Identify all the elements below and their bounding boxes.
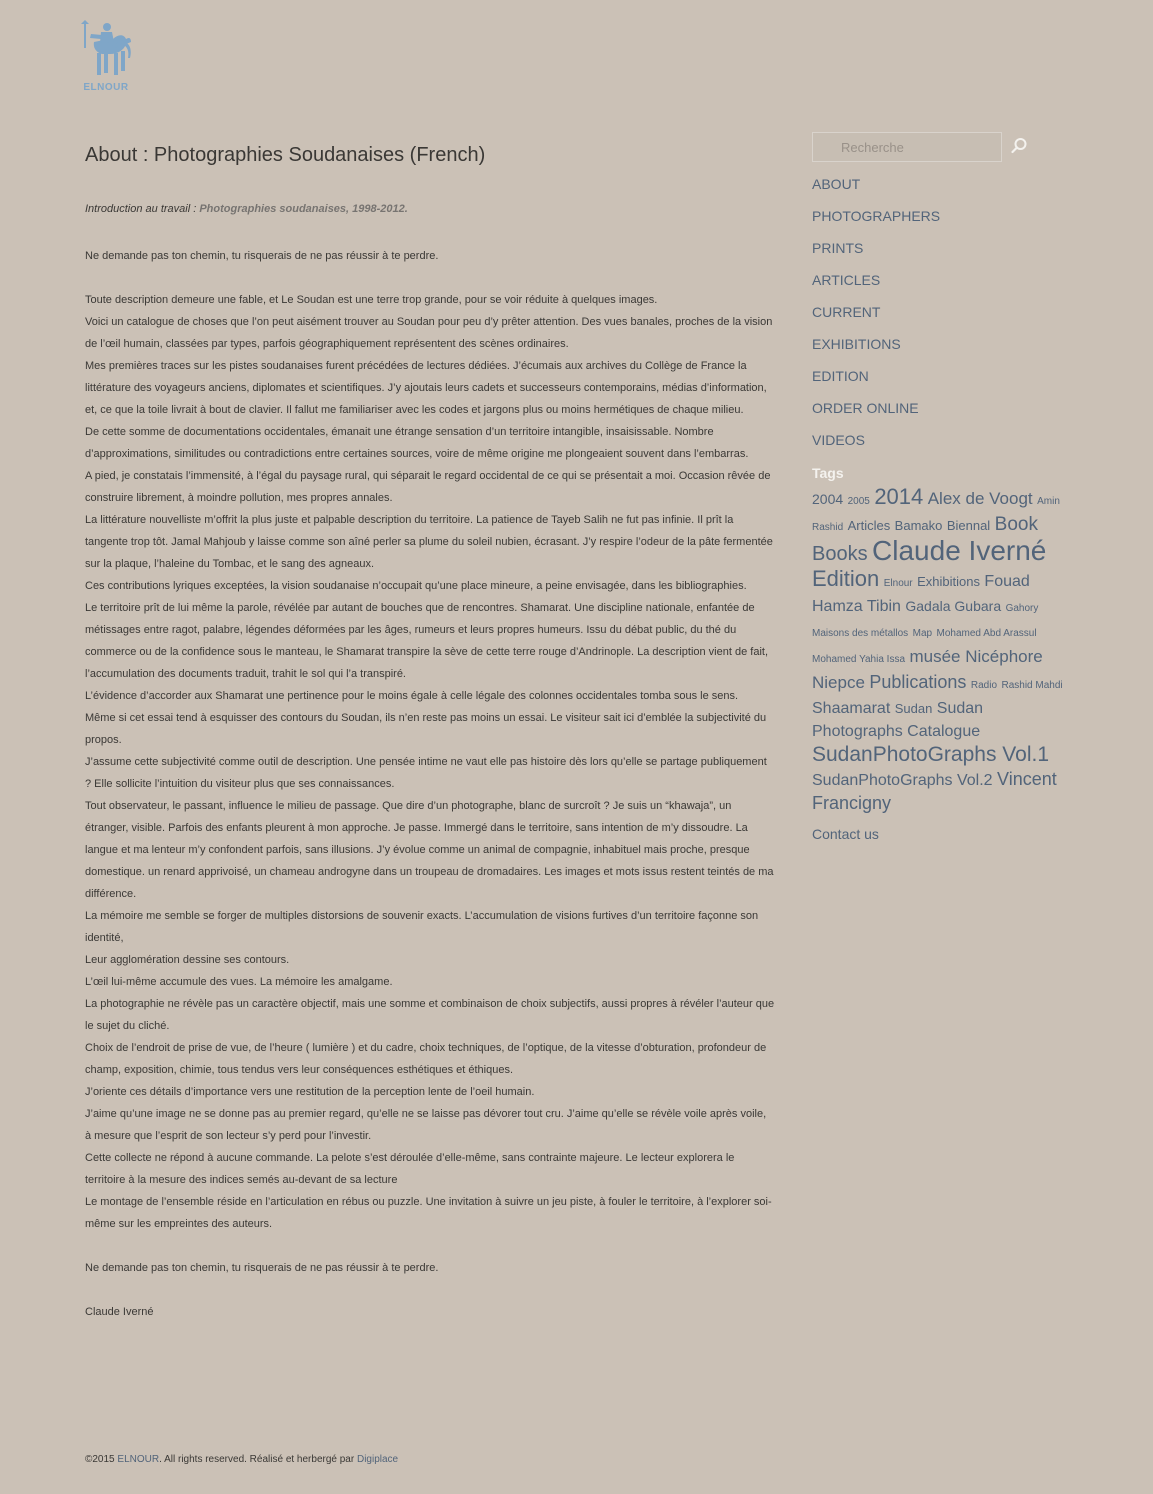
tag-link[interactable]: Amin Rashid <box>812 496 1060 533</box>
tag-link[interactable]: Biennal <box>946 518 991 533</box>
paragraph: Mes premières traces sur les pistes soudanaises furent précédées de lectures dédiées. J’écumais aux archives du Collège de France la littérature des voyageurs anciens, diplomates et scientifiques. J’y ajoutais leurs cadets et successeurs contemporains, médias d’information, et, ce que la toile livrait à bout de clavier. Il fallut me familiariser avec les codes et jargons plus ou moins hermétiques de chaque milieu. <box>85 360 767 416</box>
article <box>85 140 775 1323</box>
sidebar <box>812 132 1062 842</box>
tag-link[interactable]: Bamako <box>894 518 943 533</box>
search-icon <box>1009 136 1029 156</box>
nav-item-prints <box>812 238 1062 270</box>
tag-link[interactable]: 2014 <box>874 484 924 509</box>
search-input[interactable] <box>812 132 1002 162</box>
intro-line <box>85 201 775 217</box>
tag-link[interactable]: Elnour <box>883 578 913 589</box>
paragraph: La mémoire me semble se forger de multiples distorsions de souvenir exacts. L’accumulation de visions furtives d’un territoire façonne son identité, <box>85 910 759 944</box>
tag-link[interactable]: Exhibitions <box>917 574 980 589</box>
closing-line: Ne demande pas ton chemin, tu risquerais de ne pas réussir à te perdre. <box>85 1262 439 1274</box>
tag-link[interactable]: Rashid Mahdi <box>1001 680 1063 691</box>
epigraph: Ne demande pas ton chemin, tu risquerais de ne pas réussir à te perdre. <box>85 250 439 262</box>
tag-link[interactable]: musée Nicéphore Niepce <box>812 647 1043 692</box>
nav-item-exhibitions <box>812 334 1062 366</box>
nav-item-photographers <box>812 206 1062 238</box>
search-form <box>812 132 1062 164</box>
nav-link-photographers[interactable]: PHOTOGRAPHERS <box>812 208 941 224</box>
intro-subject: Photographies soudanaises, 1998-2012. <box>199 203 408 215</box>
tag-link[interactable]: Book <box>994 514 1038 535</box>
paragraph: Cette collecte ne répond à aucune commande. La pelote s’est déroulée d’elle-même, sans contrainte majeure. Le lecteur explorera le territoire à la mesure des indices semés au-devant de sa lecture <box>85 1152 735 1186</box>
tag-link[interactable]: Sudan <box>894 701 933 716</box>
tag-link[interactable]: Edition <box>812 566 880 591</box>
footer-middle: . All rights reserved. Réalisé et herbergé par <box>159 1454 357 1465</box>
footer-prefix: ©2015 <box>85 1454 118 1465</box>
tag-link[interactable]: 2005 <box>847 496 870 507</box>
tag-link[interactable]: Gadala Gubara <box>905 598 1002 614</box>
tag-link[interactable]: Maisons des métallos <box>812 628 909 639</box>
paragraph: La littérature nouvelliste m’offrit la plus juste et palpable description du territoire. La patience de Tayeb Salih ne fut pas infinie. Il prît la tangente trop tôt. Jamal Mahjoub y laisse comme son aîné perler sa plume du soleil nubien, écrasant. J’y respire l’odeur de la pâte fermentée sur la plaque, l’haleine du Tombac, et le sang des agneaux. <box>85 514 773 570</box>
paragraph: Toute description demeure une fable, et Le Soudan est une terre trop grande, pour se voir réduite à quelques images. <box>85 294 658 306</box>
tag-cloud <box>812 485 1064 816</box>
contact <box>812 826 1062 842</box>
page-title: About : Photographies Soudanaises (French) <box>85 144 486 166</box>
paragraph: A pied, je constatais l’immensité, à l’égal du paysage rural, qui séparait le regard occidental de ce qui se présentait a moi. Occasion rêvée de construire librement, à moindre pollution, mes propres annales. <box>85 470 771 504</box>
tag-link[interactable]: Shaamarat <box>812 700 891 717</box>
tag-link[interactable]: Fouad Hamza Tibin <box>812 573 1030 615</box>
paragraph: Le territoire prît de lui même la parole, révélée par autant de bouches que de rencontres. Shamarat. Une discipline nationale, enfantée de métissages entre ragot, palabre, légendes déformées par les âges, rumeurs et leurs propres humeurs. Issu du débat public, du thé du commerce ou de la confidence sous le manteau, le Shamarat transpire la sève de cette terre rouge d’Andrinople. La description vient de fait, l’accumulation des documents traduit, trahit le sol qui l’a transpiré. <box>85 602 768 680</box>
tag-link[interactable]: Gahory <box>1005 603 1039 614</box>
nav-item-videos <box>812 430 1062 462</box>
footer <box>85 1454 398 1465</box>
tag-link[interactable]: Articles <box>847 518 891 533</box>
nav-item-order-online <box>812 398 1062 430</box>
nav-item-about <box>812 174 1062 206</box>
nav-link-exhibitions[interactable]: EXHIBITIONS <box>812 336 901 352</box>
nav-link-order-online[interactable]: ORDER ONLINE <box>812 400 919 416</box>
tag-link[interactable]: Publications <box>869 672 967 692</box>
paragraph: J’aime qu’une image ne se donne pas au premier regard, qu’elle ne se laisse pas dévorer tout cru. J’aime qu’elle se révèle voile après voile, à mesure que l’esprit de son lecteur s’y perd pour l’investir. <box>85 1108 767 1142</box>
nav-link-prints[interactable]: PRINTS <box>812 240 864 256</box>
tag-link[interactable]: Books <box>812 543 868 565</box>
paragraph: Ces contributions lyriques exceptées, la vision soudanaise n’occupait qu’une place mineure, a peine envisagée, dans les bibliographies. <box>85 580 747 592</box>
tag-link[interactable]: SudanPhotoGraphs Vol.2 <box>812 772 993 789</box>
nav-item-articles <box>812 270 1062 302</box>
tag-link[interactable]: Sudan Photographs Catalogue <box>812 700 984 740</box>
paragraph: L’évidence d’accorder aux Shamarat une pertinence pour le moins égale à celle légale des colonnes occidentales tomba sous le sens. <box>85 690 739 702</box>
nav-link-edition[interactable]: EDITION <box>812 368 869 384</box>
tag-link[interactable]: Alex de Voogt <box>927 489 1033 508</box>
signature: Claude Iverné <box>85 1306 154 1318</box>
paragraph: La photographie ne révèle pas un caractère objectif, mais une somme et combinaison de choix subjectifs, aussi propres à révéler l’auteur que le sujet du cliché. <box>85 998 775 1032</box>
paragraph: Le montage de l’ensemble réside en l’articulation en rébus ou puzzle. Une invitation à suivre un jeu piste, à fouler le territoire, à l’explorer soi-même sur les empreintes des auteurs. <box>85 1196 772 1230</box>
nav-item-edition <box>812 366 1062 398</box>
paragraph: De cette somme de documentations occidentales, émanait une étrange sensation d’un territoire intangible, insaisissable. Nombre d’approximations, similitudes ou contradictions entre certaines sources, voire de même origine me plongeaient souvent dans l’embarras. <box>85 426 749 460</box>
main-nav <box>812 174 1062 462</box>
tag-link[interactable]: SudanPhotoGraphs Vol.1 <box>812 743 1050 766</box>
paragraph: J’oriente ces détails d’importance vers une restitution de la perception lente de l’oeil humain. <box>85 1086 535 1098</box>
article-body <box>85 245 775 1323</box>
tag-link[interactable]: Radio <box>970 680 998 691</box>
footer-brand-link[interactable]: ELNOUR <box>117 1454 160 1465</box>
paragraph: Tout observateur, le passant, influence le milieu de passage. Que dire d’un photographe, blanc de surcroît ? Je suis un “khawaja”, un étranger, visible. Parfois des enfants pleurent à mon approche. Je passe. Immergé dans le territoire, sans intention de m’y dissoudre. La langue et ma lenteur m’y confondent parfois, sans illusions. J’y évolue comme un animal de compagnie, inhabituel mais proche, presque domestique. un renard apprivoisé, un chameau androgyne dans un troupeau de dromadaires. Les images et mots issus restent teintés de ma différence. <box>85 800 774 900</box>
paragraph: Choix de l’endroit de prise de vue, de l’heure ( lumière ) et du cadre, choix techniques, de l’optique, de la vitesse d’obturation, profondeur de champ, exposition, chimie, tous tendus vers leur conséquences esthétiques et éthiques. <box>85 1042 767 1076</box>
paragraph: L’œil lui-même accumule des vues. La mémoire les amalgame. <box>85 976 393 988</box>
tag-link[interactable]: Mohamed Abd Arassul <box>936 628 1037 639</box>
logo-text: ELNOUR <box>83 82 129 93</box>
nav-link-current[interactable]: CURRENT <box>812 304 881 320</box>
nav-link-about[interactable]: ABOUT <box>812 176 861 192</box>
tag-link[interactable]: 2004 <box>812 491 844 507</box>
nav-link-articles[interactable]: ARTICLES <box>812 272 881 288</box>
tag-link[interactable]: Claude Iverné <box>872 535 1047 566</box>
nav-item-current <box>812 302 1062 334</box>
tag-link[interactable]: Vincent Francigny <box>812 769 1057 813</box>
paragraph: Même si cet essai tend à esquisser des contours du Soudan, ils n’en reste pas moins un essai. Le visiteur sait ici d’emblée la subjectivité du propos. <box>85 712 767 746</box>
tags-heading: Tags <box>812 465 844 481</box>
paragraph: Voici un catalogue de choses que l’on peut aisément trouver au Soudan pour peu d’y prêter attention. Des vues banales, proches de la vision de l’œil humain, classées par types, parfois géographiquement représentent des scènes ordinaires. <box>85 316 773 350</box>
search-button[interactable] <box>1008 136 1030 158</box>
paragraph: Leur agglomération dessine ses contours. <box>85 954 290 966</box>
tag-link[interactable]: Map <box>912 628 933 639</box>
tag-link[interactable]: Mohamed Yahia Issa <box>812 654 906 665</box>
intro-label: Introduction au travail : <box>85 203 200 215</box>
elnour-logo[interactable] <box>78 20 134 94</box>
paragraph: J’assume cette subjectivité comme outil de description. Une pensée intime ne vaut elle pas histoire dès lors qu’elle se partage publiquement ? Elle sollicite l’intuition du visiteur plus que ses connaissances. <box>85 756 767 790</box>
nav-link-videos[interactable]: VIDEOS <box>812 432 865 448</box>
rider-camel-icon <box>78 20 134 84</box>
footer-host-link[interactable]: Digiplace <box>356 1454 399 1465</box>
contact-link[interactable]: Contact us <box>812 826 879 842</box>
